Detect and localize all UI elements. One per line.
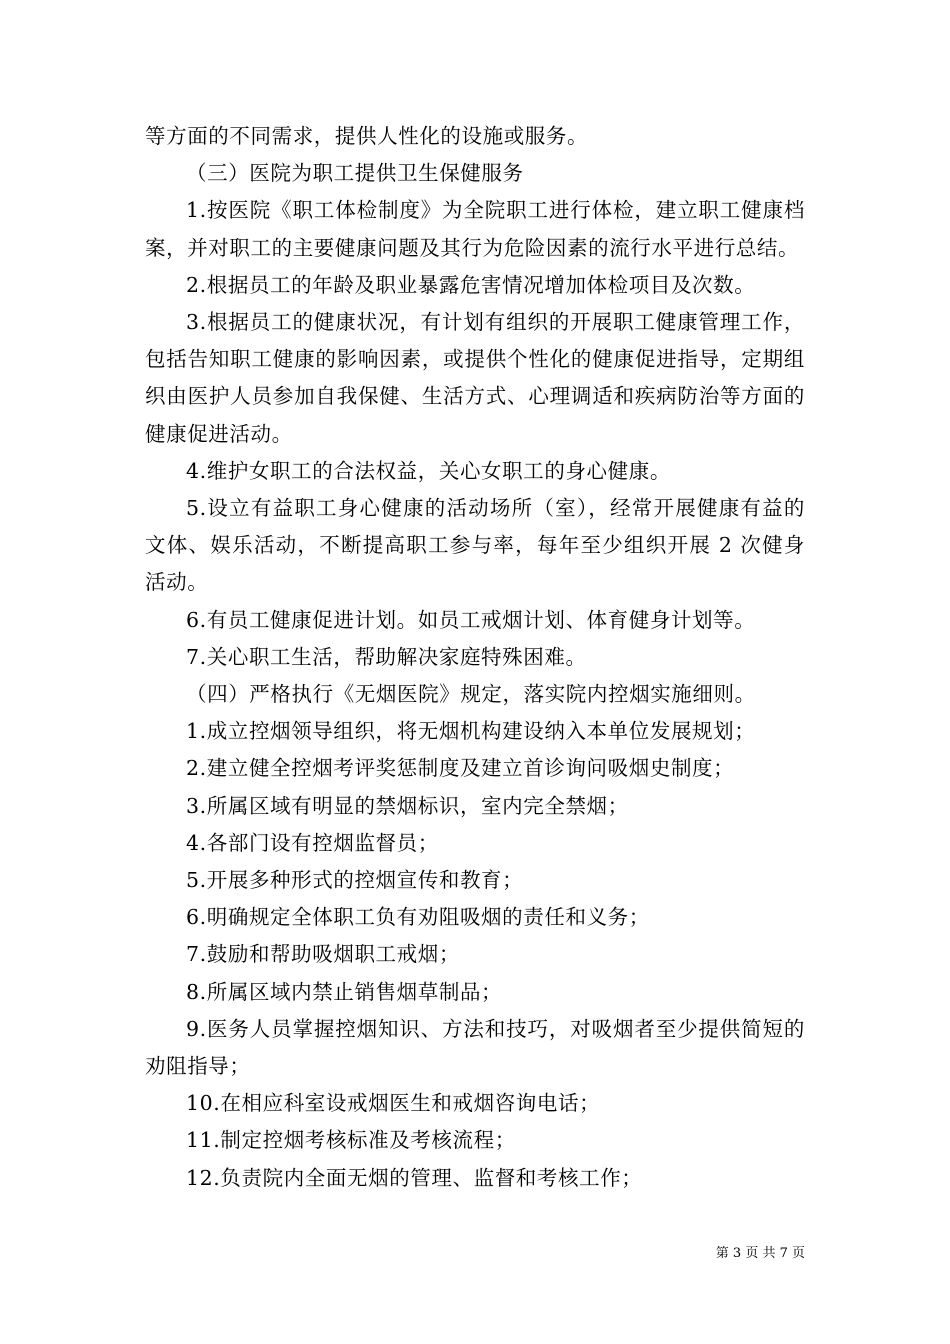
paragraph: 12.负责院内全面无烟的管理、监督和考核工作； bbox=[186, 1165, 643, 1190]
paragraph: 10.在相应科室设戒烟医生和戒烟咨询电话； bbox=[186, 1091, 601, 1116]
paragraph: 5.设立有益职工身心健康的活动场所（室），经常开展健康有益的文体、娱乐活动，不断提高职工参与率，每年至少组织开展 2 次健身活动。 bbox=[145, 496, 805, 595]
paragraph: 4.维护女职工的合法权益，关心女职工的身心健康。 bbox=[186, 458, 671, 483]
paragraph: 3.所属区域有明显的禁烟标识，室内完全禁烟； bbox=[186, 793, 629, 818]
paragraph: 1.成立控烟领导组织，将无烟机构建设纳入本单位发展规划； bbox=[186, 719, 756, 744]
paragraph: 5.开展多种形式的控烟宣传和教育； bbox=[186, 868, 524, 893]
paragraph: 2.建立健全控烟考评奖惩制度及建立首诊询问吸烟史制度； bbox=[186, 756, 735, 781]
paragraph: 1.按医院《职工体检制度》为全院职工进行体检，建立职工健康档案，并对职工的主要健康问题及其行为危险因素的流行水平进行总结。 bbox=[145, 198, 805, 260]
paragraph: 6.有员工健康促进计划。如员工戒烟计划、体育健身计划等。 bbox=[186, 607, 756, 632]
paragraph: 3.根据员工的健康状况，有计划有组织的开展职工健康管理工作，包括告知职工健康的影响因素，或提供个性化的健康促进指导，定期组织由医护人员参加自我保健、生活方式、心理调适和疾病防治等方面的健康促进活动。 bbox=[145, 310, 805, 446]
paragraph: 9.医务人员掌握控烟知识、方法和技巧，对吸烟者至少提供简短的劝阻指导； bbox=[145, 1016, 805, 1079]
section-heading: （四）严格执行《无烟医院》规定，落实院内控烟实施细则。 bbox=[186, 682, 756, 707]
paragraph: 7.鼓励和帮助吸烟职工戒烟； bbox=[186, 942, 460, 967]
paragraph: 等方面的不同需求，提供人性化的设施或服务。 bbox=[145, 124, 589, 148]
document-body bbox=[145, 118, 805, 1197]
section-heading: （三）医院为职工提供卫生保健服务 bbox=[186, 161, 524, 186]
paragraph: 2.根据员工的年龄及职业暴露危害情况增加体检项目及次数。 bbox=[186, 272, 756, 297]
paragraph: 8.所属区域内禁止销售烟草制品； bbox=[186, 979, 503, 1004]
page-number: 第 3 页 共 7 页 bbox=[715, 1246, 805, 1261]
paragraph: 7.关心职工生活，帮助解决家庭特殊困难。 bbox=[186, 644, 587, 669]
paragraph: 11.制定控烟考核标准及考核流程； bbox=[186, 1128, 516, 1153]
paragraph: 4.各部门设有控烟监督员； bbox=[186, 830, 439, 855]
paragraph: 6.明确规定全体职工负有劝阻吸烟的责任和义务； bbox=[186, 905, 650, 930]
